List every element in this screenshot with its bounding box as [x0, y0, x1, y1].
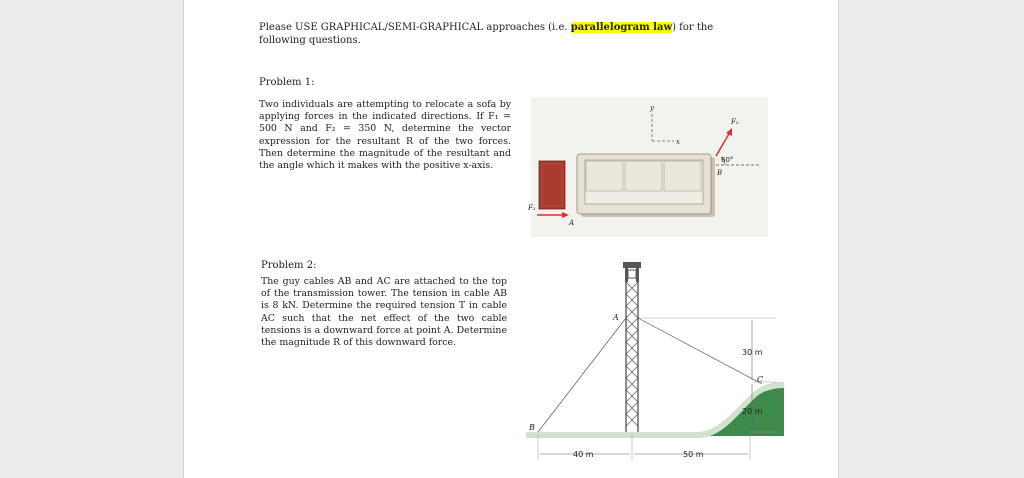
dim-30-label: 30 m [742, 348, 763, 357]
sofa-cushion-2 [625, 161, 662, 191]
instructions-suffix: ) for the following questions. [259, 22, 714, 46]
instructions-prefix: Please USE GRAPHICAL/SEMI-GRAPHICAL approaches (i.e. [259, 22, 571, 33]
dim-40-label: 40 m [573, 450, 594, 459]
sofa-cushion-3 [664, 161, 701, 191]
problem-1-heading: Problem 1: [259, 77, 315, 88]
problem-2-text: The guy cables AB and AC are attached to the top of the transmission tower. The tension in cable AB is 8 kN. Determine the required tension T in cable AC such that the net effect of the two cable tensions is a downward force at point A. Determine the magnitude R of this downward force. [261, 276, 507, 349]
sofa-cushion-1 [586, 161, 623, 191]
crate [539, 161, 565, 209]
tower-cap [628, 270, 636, 278]
point-b-label: B [529, 423, 535, 432]
problem-2-heading: Problem 2: [261, 260, 317, 271]
point-a-label: A [613, 313, 619, 322]
point-c-label: C [757, 375, 764, 384]
instructions [259, 21, 759, 47]
problem-1-text: Two individuals are attempting to relocate a sofa by applying forces in the indicated directions. If F₁ = 500 N and F₂ = 350 N, determine the vector expression for the resultant R of the two forces. Then determine the magnitude of the resultant and the angle which it makes with the positive x-axis. [259, 99, 511, 172]
point-a-label: A [569, 219, 575, 227]
angle-label: 60° [721, 156, 734, 164]
force-1-label: F₁ [528, 204, 536, 212]
highlighted-term: parallelogram law [570, 22, 673, 33]
tower-figure [526, 258, 786, 466]
tower-lattice [626, 282, 638, 426]
dim-20-label: 20 m [742, 407, 763, 416]
dim-50-label: 50 m [683, 450, 704, 459]
sofa-figure [528, 97, 768, 237]
point-b-label: B [717, 169, 723, 177]
y-axis-label: y [650, 104, 654, 112]
sofa [577, 154, 715, 217]
x-axis-label: x [676, 138, 680, 146]
cable-ab [538, 318, 626, 432]
force-2-label: F₂ [731, 118, 739, 126]
tower-crossarm [623, 262, 641, 268]
document-page [183, 0, 839, 478]
